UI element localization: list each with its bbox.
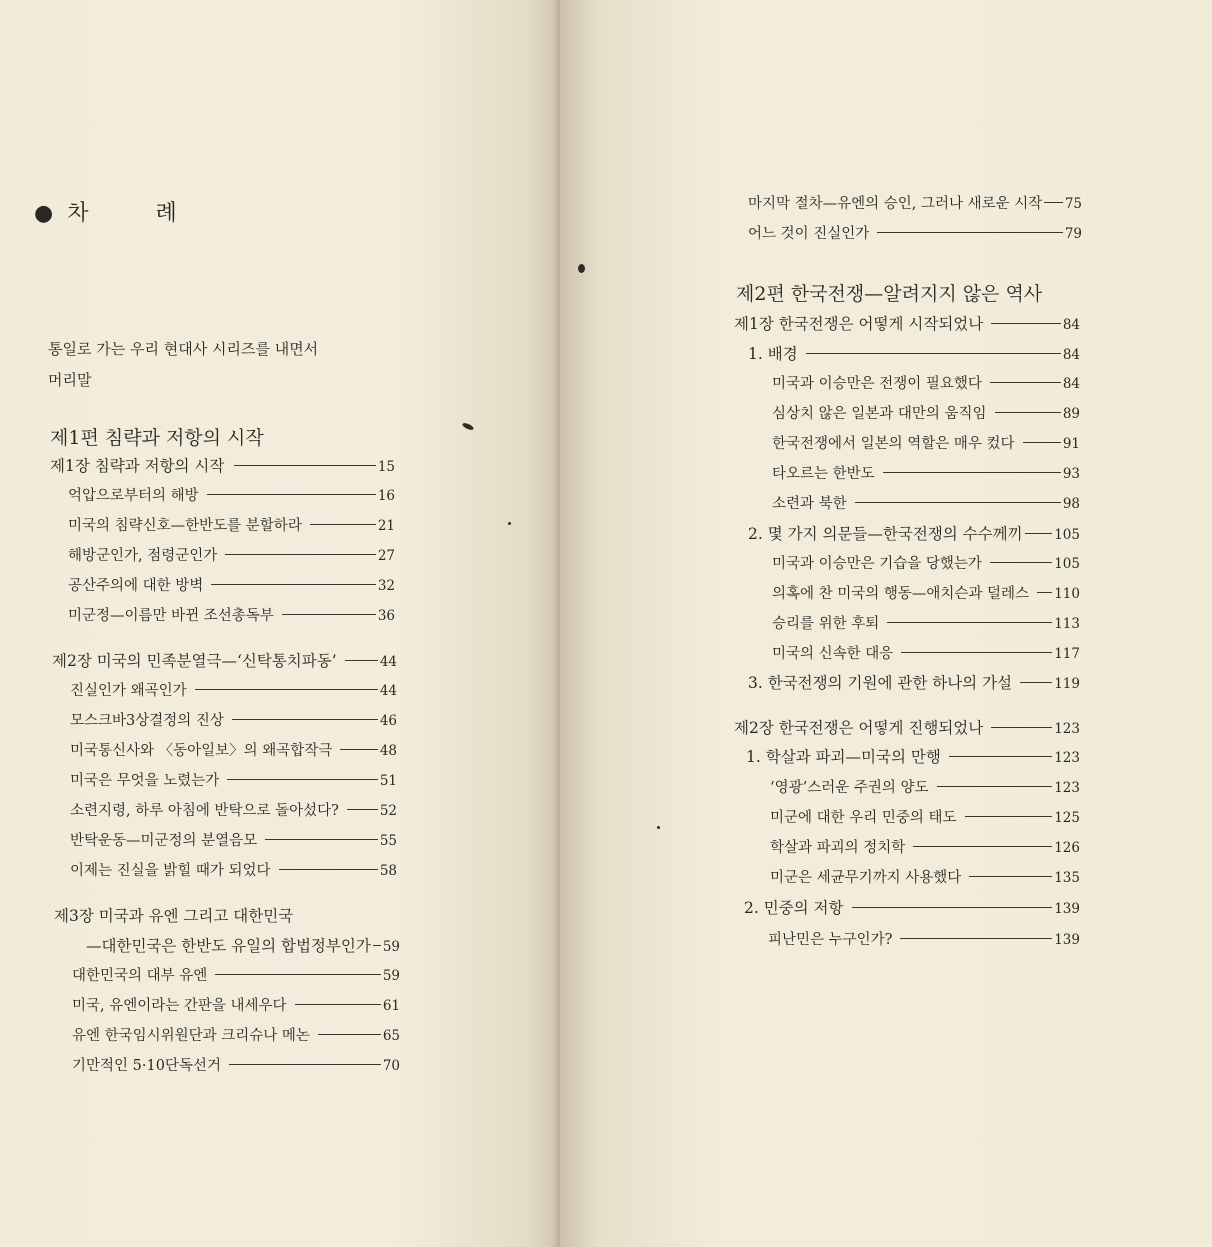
toc-item: [70, 799, 397, 820]
toc-section: [748, 671, 1080, 693]
toc-page: 48: [379, 743, 397, 759]
toc-title: 미군정—이름만 바뀐 조선총독부: [68, 608, 274, 624]
front-matter-preface: 머리말: [48, 371, 92, 389]
toc-title: 미국의 침략신호—한반도를 분할하라: [68, 518, 302, 534]
toc-title: 2. 몇 가지 의문들—한국전쟁의 수수께끼: [748, 525, 1023, 543]
toc-title: 타오르는 한반도: [772, 466, 875, 482]
toc-leader: [991, 727, 1052, 728]
toc-leader: [215, 974, 381, 975]
toc-leader: [913, 846, 1052, 847]
toc-page: 84: [1062, 347, 1080, 363]
toc-leader: [1037, 592, 1052, 593]
toc-page: 117: [1054, 646, 1080, 662]
toc-page: 65: [382, 1028, 400, 1044]
toc-title: ‘영광’스러운 주권의 양도: [770, 780, 929, 796]
toc-page: 58: [379, 863, 397, 879]
toc-leader: [227, 779, 378, 780]
toc-leader: [232, 719, 378, 720]
toc-item: [70, 709, 397, 730]
toc-item: [68, 484, 395, 505]
toc-leader: [195, 689, 378, 690]
toc-title: 제2장 한국전쟁은 어떻게 진행되었나: [734, 719, 984, 737]
toc-page: 70: [382, 1058, 400, 1074]
toc-title: 공산주의에 대한 방벽: [68, 578, 204, 594]
toc-leader: [990, 562, 1052, 563]
toc-section: [744, 896, 1080, 918]
toc-leader: [877, 232, 1063, 233]
toc-title: 승리를 위한 후퇴: [772, 616, 880, 632]
toc-title: 이제는 진실을 밝힐 때가 되었다: [70, 863, 271, 879]
toc-header-text: 차 례: [67, 201, 207, 226]
toc-title: 미국통신사와 〈동아일보〉의 왜곡합작극: [70, 743, 333, 759]
toc-section: [748, 522, 1080, 544]
toc-title: 1. 학살과 파괴—미국의 만행: [746, 748, 941, 766]
toc-title: 미군은 세균무기까지 사용했다: [770, 870, 962, 886]
toc-page: 55: [379, 833, 397, 849]
toc-leader: [340, 749, 377, 750]
toc-leader: [225, 554, 376, 555]
toc-title: 피난민은 누구인가?: [768, 932, 893, 948]
toc-title: 제1장 한국전쟁은 어떻게 시작되었나: [734, 315, 984, 333]
toc-title: 모스크바3상결정의 진상: [70, 713, 224, 729]
toc-item: [72, 1024, 400, 1045]
toc-leader: [1020, 682, 1052, 683]
toc-section: [748, 342, 1080, 364]
toc-title: 미국의 신속한 대응: [772, 646, 894, 662]
toc-item: [68, 514, 395, 535]
toc-leader: [229, 1064, 381, 1065]
toc-item: [772, 372, 1080, 393]
toc-page: 46: [379, 713, 397, 729]
toc-leader: [295, 1004, 381, 1005]
toc-leader: [234, 465, 375, 466]
toc-title: 한국전쟁에서 일본의 역할은 매우 컸다: [772, 436, 1015, 452]
toc-leader: [265, 839, 378, 840]
toc-page: 91: [1062, 436, 1080, 452]
toc-page: 139: [1054, 932, 1080, 948]
toc-page: 105: [1054, 527, 1080, 543]
toc-page: 123: [1054, 750, 1080, 766]
toc-page: 16: [377, 488, 395, 504]
toc-title: 미국과 이승만은 전쟁이 필요했다: [772, 376, 982, 392]
bullet-icon: ●: [34, 201, 54, 226]
toc-title: 2. 민중의 저항: [744, 899, 844, 917]
toc-chapter: [734, 716, 1080, 738]
toc-leader: [965, 816, 1053, 817]
toc-page: 126: [1054, 840, 1080, 856]
toc-title: 대한민국의 대부 유엔: [72, 968, 208, 984]
toc-title: 미국과 이승만은 기습을 당했는가: [772, 556, 982, 572]
toc-page: 61: [382, 998, 400, 1014]
toc-leader: [1025, 533, 1053, 534]
toc-page: 105: [1054, 556, 1080, 572]
toc-page: 44: [379, 683, 397, 699]
toc-page: 52: [379, 803, 397, 819]
toc-page: 98: [1062, 496, 1080, 512]
toc-page: 32: [377, 578, 395, 594]
toc-title: —대한민국은 한반도 유일의 합법정부인가: [86, 937, 371, 955]
toc-leader: [852, 907, 1053, 908]
toc-page: 75: [1064, 196, 1082, 212]
toc-page: 119: [1054, 676, 1080, 692]
toc-chapter: [734, 312, 1080, 334]
toc-item: [68, 544, 395, 565]
toc-item: [72, 994, 400, 1015]
toc-page: 110: [1054, 586, 1080, 602]
toc-title: 3. 한국전쟁의 기원에 관한 하나의 가설: [748, 674, 1013, 692]
toc-leader: [282, 614, 376, 615]
toc-leader: [207, 494, 376, 495]
toc-item: [748, 222, 1082, 243]
toc-leader: [318, 1034, 381, 1035]
toc-page: 135: [1054, 870, 1080, 886]
toc-title: 제1장 침략과 저항의 시작: [50, 457, 225, 475]
toc-leader: [373, 945, 381, 946]
toc-page: 123: [1054, 721, 1080, 737]
toc-page: 84: [1062, 317, 1080, 333]
toc-page: 89: [1062, 406, 1080, 422]
toc-page: 59: [382, 968, 400, 984]
toc-leader: [990, 382, 1061, 383]
toc-page: 84: [1062, 376, 1080, 392]
toc-title: 해방군인가, 점령군인가: [68, 548, 218, 564]
toc-leader: [883, 472, 1061, 473]
toc-header: [34, 196, 207, 227]
toc-title: 어느 것이 진실인가: [748, 226, 870, 242]
toc-leader: [806, 353, 1061, 354]
toc-leader: [887, 622, 1052, 623]
toc-item: [768, 928, 1080, 949]
left-page: [0, 0, 560, 1247]
toc-item: [748, 192, 1082, 213]
toc-title: 1. 배경: [748, 345, 798, 363]
toc-item: [772, 552, 1080, 573]
toc-section: [746, 745, 1080, 767]
toc-leader: [991, 323, 1061, 324]
toc-chapter: [52, 649, 397, 671]
toc-page: 21: [377, 518, 395, 534]
toc-item: [770, 866, 1080, 887]
toc-title: 미국은 무엇을 노렸는가: [70, 773, 220, 789]
toc-title: 기만적인 5·10단독선거: [72, 1058, 221, 1074]
toc-item: [72, 1054, 400, 1075]
toc-leader: [949, 756, 1052, 757]
toc-title: 학살과 파괴의 정치학: [770, 840, 906, 856]
toc-title: 소련지령, 하루 아침에 반탁으로 돌아섰다?: [70, 803, 339, 819]
toc-item: [772, 642, 1080, 663]
toc-page: 125: [1054, 810, 1080, 826]
toc-chapter: [50, 454, 395, 476]
toc-item: [772, 612, 1080, 633]
toc-title: 진실인가 왜곡인가: [70, 683, 187, 699]
toc-item: [772, 492, 1080, 513]
toc-item: [770, 806, 1080, 827]
toc-title: 반탁운동—미군정의 분열음모: [70, 833, 258, 849]
ink-speck: [578, 264, 585, 273]
toc-page: 139: [1054, 901, 1080, 917]
toc-page: 123: [1054, 780, 1080, 796]
toc-page: 93: [1062, 466, 1080, 482]
toc-page: 44: [379, 654, 397, 670]
toc-item: [772, 582, 1080, 603]
toc-page: 79: [1064, 226, 1082, 242]
toc-title: 심상치 않은 일본과 대만의 움직임: [772, 406, 987, 422]
toc-chapter-subtitle: [86, 934, 400, 956]
toc-item: [70, 739, 397, 760]
toc-item: [772, 462, 1080, 483]
toc-page: 27: [377, 548, 395, 564]
part-title: 제1편 침략과 저항의 시작: [50, 427, 264, 449]
toc-chapter-title: 제3장 미국과 유엔 그리고 대한민국: [54, 907, 294, 925]
front-matter-series: 통일로 가는 우리 현대사 시리즈를 내면서: [48, 340, 319, 358]
toc-leader: [310, 524, 376, 525]
toc-leader: [1023, 442, 1061, 443]
toc-page: 59: [382, 939, 400, 955]
toc-item: [68, 604, 395, 625]
toc-title: 억압으로부터의 해방: [68, 488, 199, 504]
toc-page: 36: [377, 608, 395, 624]
ink-speck: [508, 522, 511, 525]
toc-leader: [211, 584, 376, 585]
toc-leader: [855, 502, 1061, 503]
toc-item: [68, 574, 395, 595]
toc-item: [70, 859, 397, 880]
toc-item: [770, 836, 1080, 857]
toc-title: 제2장 미국의 민족분열극—‘신탁통치파동’: [52, 652, 337, 670]
toc-leader: [900, 938, 1052, 939]
toc-leader: [345, 660, 378, 661]
toc-item: [70, 769, 397, 790]
toc-leader: [347, 809, 378, 810]
toc-item: [70, 679, 397, 700]
toc-leader: [901, 652, 1052, 653]
part-title: 제2편 한국전쟁—알려지지 않은 역사: [736, 283, 1043, 305]
right-page: [560, 0, 1212, 1247]
toc-title: 의혹에 찬 미국의 행동—애치슨과 덜레스: [772, 586, 1030, 602]
ink-speck: [657, 826, 660, 829]
toc-item: [70, 829, 397, 850]
toc-leader: [969, 876, 1052, 877]
toc-title: 미군에 대한 우리 민중의 태도: [770, 810, 957, 826]
toc-page: 113: [1054, 616, 1080, 632]
toc-title: 소련과 북한: [772, 496, 847, 512]
toc-title: 유엔 한국임시위원단과 크리슈나 메논: [72, 1028, 310, 1044]
toc-item: [72, 964, 400, 985]
toc-item: [772, 402, 1080, 423]
toc-leader: [995, 412, 1061, 413]
toc-leader: [1044, 202, 1063, 203]
toc-item: [772, 432, 1080, 453]
toc-item: [770, 776, 1080, 797]
toc-title: 마지막 절차—유엔의 승인, 그러나 새로운 시작: [748, 196, 1043, 212]
toc-page: 15: [377, 459, 395, 475]
toc-page: 51: [379, 773, 397, 789]
toc-leader: [279, 869, 378, 870]
toc-title: 미국, 유엔이라는 간판을 내세우다: [72, 998, 287, 1014]
toc-leader: [937, 786, 1053, 787]
